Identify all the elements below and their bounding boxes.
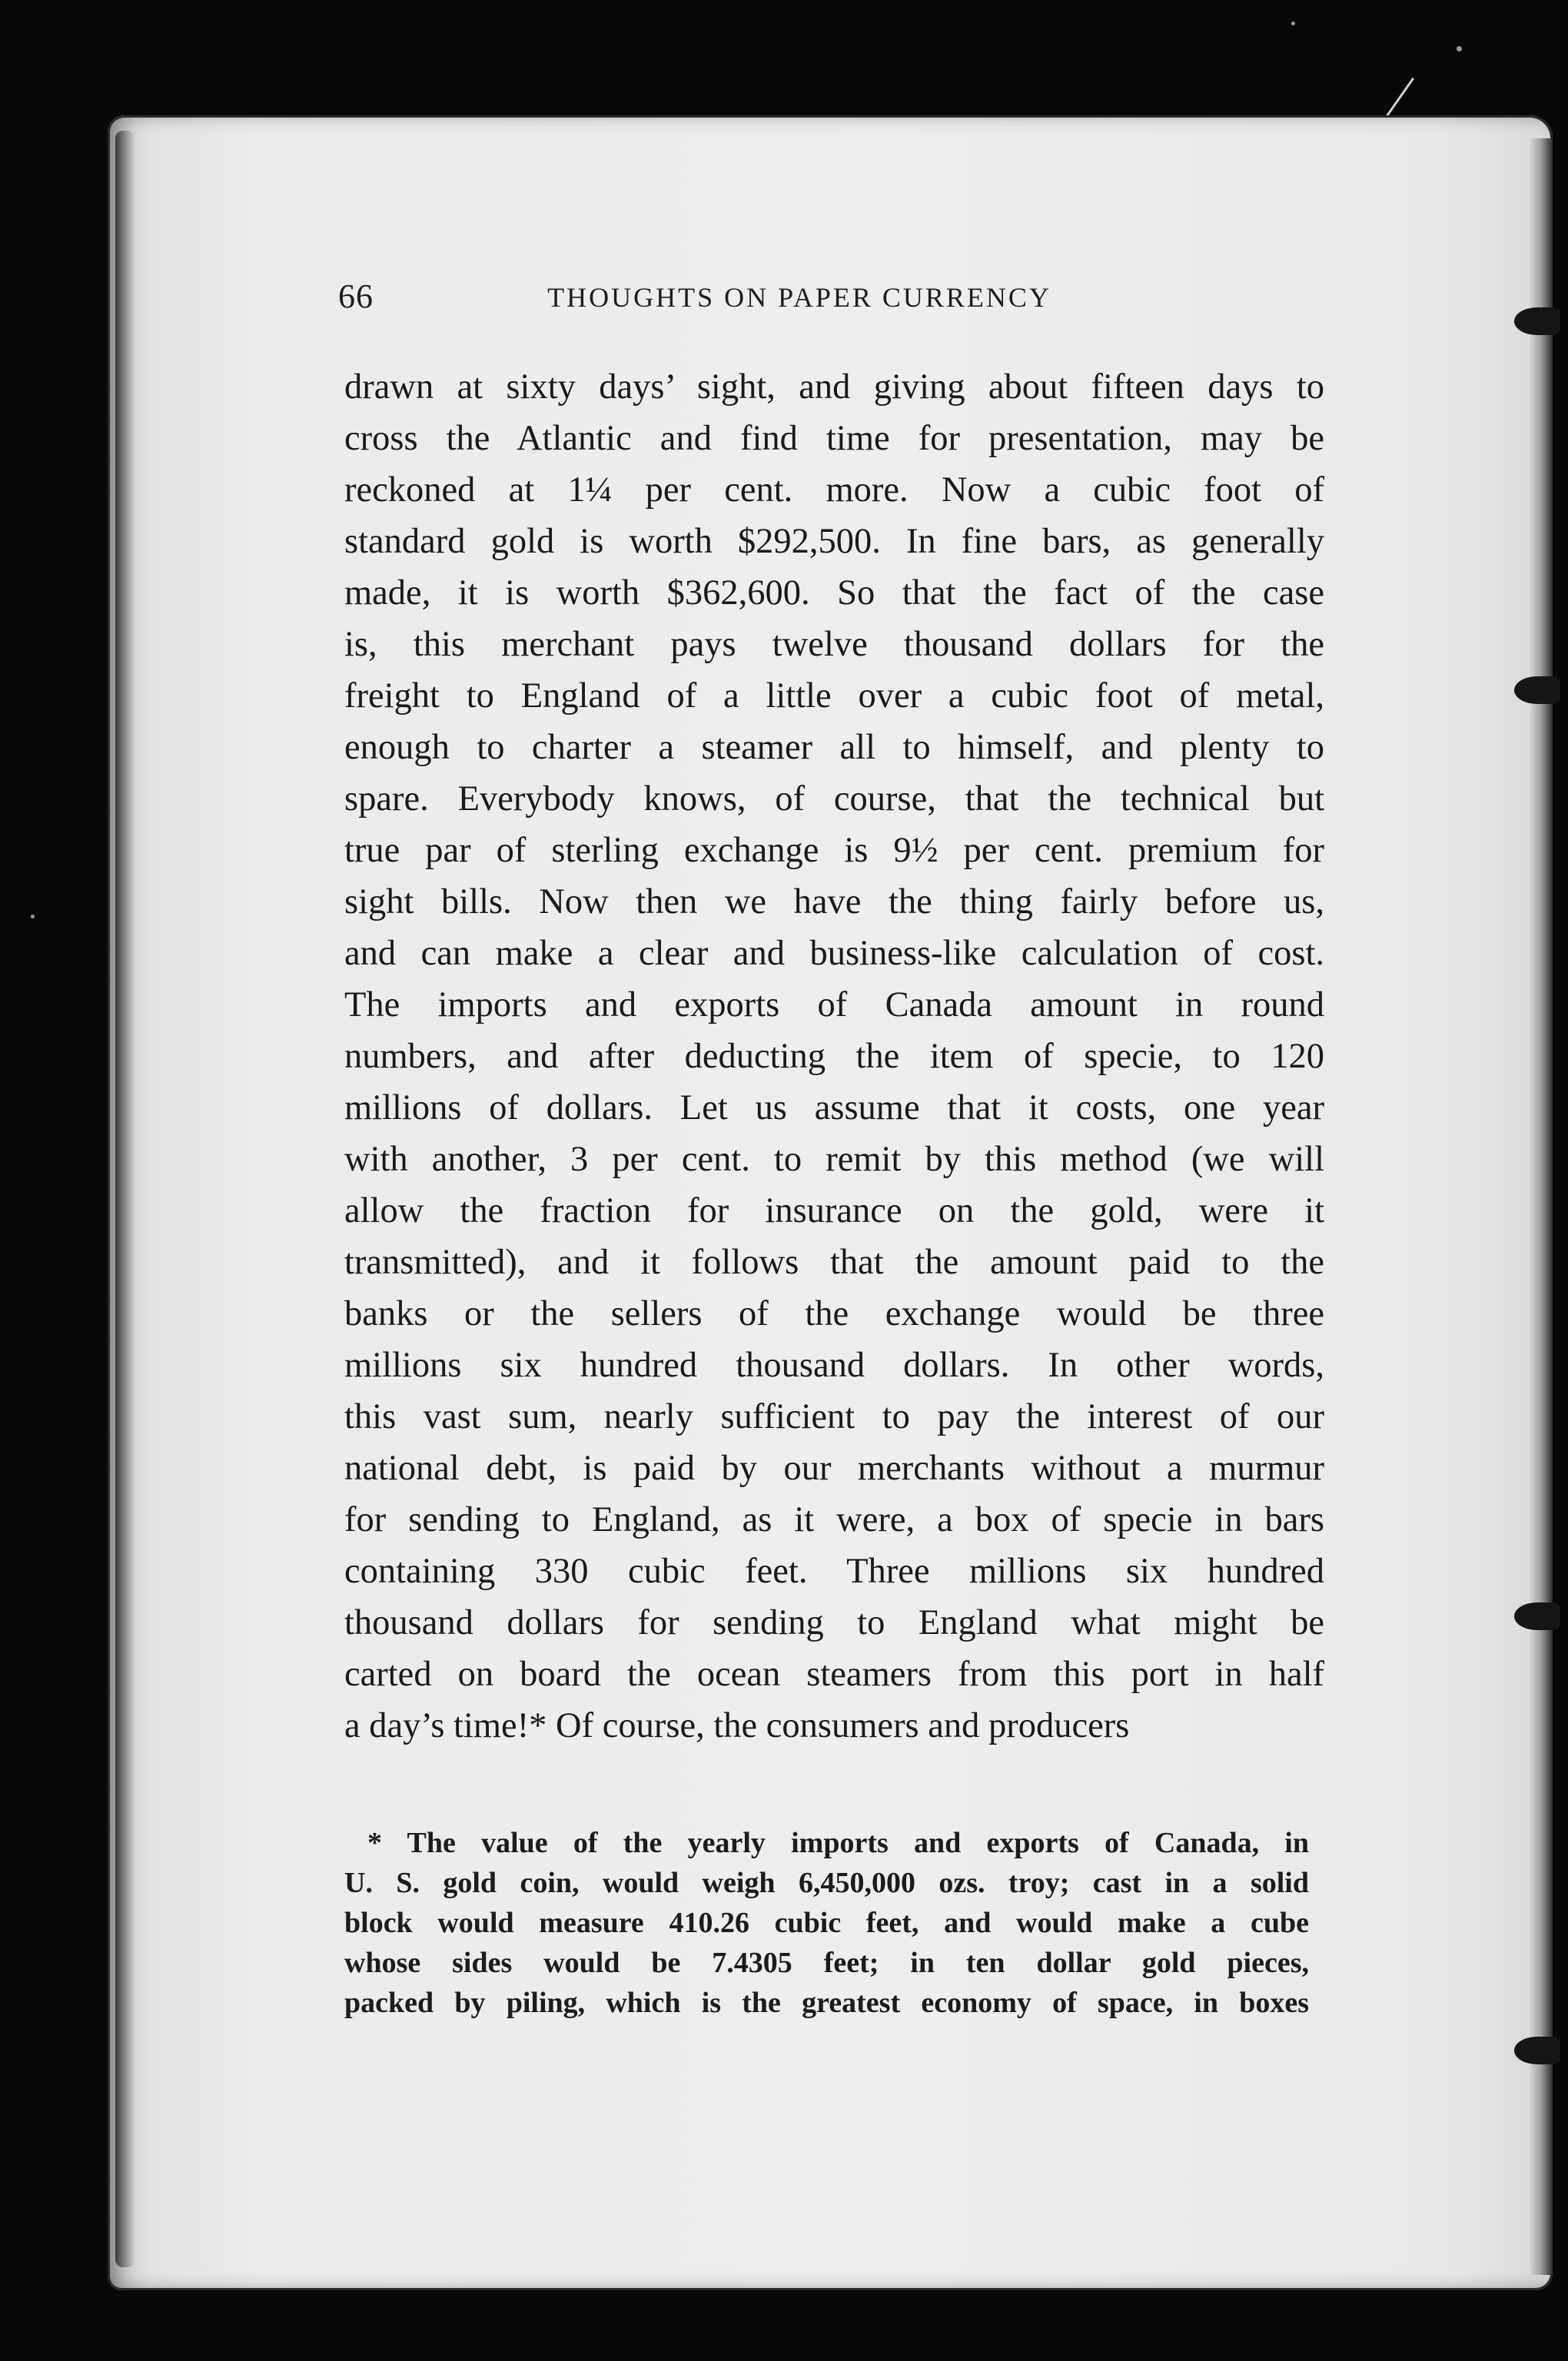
footnote — [344, 1823, 1309, 2023]
footnote-line: U. S. gold coin, would weigh 6,450,000 ozs. troy; cast in a solid — [344, 1867, 1309, 1899]
text-line: containing 330 cubic feet. Three millions six hundred — [344, 1552, 1324, 1591]
binding-thread-mark — [1514, 676, 1560, 704]
running-title: THOUGHTS ON PAPER CURRENCY — [547, 282, 1051, 313]
footnote-line: packed by piling, which is the greatest economy of space, in boxes — [344, 1987, 1309, 2019]
footnote-line: whose sides would be 7.4305 feet; in ten dollar gold pieces, — [344, 1947, 1309, 1979]
text-line: carted on board the ocean steamers from this port in half — [344, 1655, 1324, 1694]
text-line: millions of dollars. Let us assume that it costs, one year — [344, 1088, 1324, 1127]
binding-thread-mark — [1514, 307, 1560, 335]
text-line: sight bills. Now then we have the thing fairly before us, — [344, 882, 1324, 921]
footnote-line: block would measure 410.26 cubic feet, and would make a cube — [344, 1907, 1309, 1939]
text-line: standard gold is worth $292,500. In fine bars, as generally — [344, 522, 1324, 561]
text-line: banks or the sellers of the exchange would be three — [344, 1294, 1324, 1333]
text-line: is, this merchant pays twelve thousand dollars for the — [344, 625, 1324, 664]
text-line: drawn at sixty days’ sight, and giving about fifteen days to — [344, 367, 1324, 407]
text-line: a day’s time!* Of course, the consumers and producers — [344, 1706, 1130, 1745]
footnote-line: * The value of the yearly imports and exports of Canada, in — [367, 1827, 1309, 1859]
text-line: reckoned at 1¼ per cent. more. Now a cubic foot of — [344, 470, 1324, 510]
text-line: numbers, and after deducting the item of specie, to 120 — [344, 1037, 1324, 1076]
text-line: for sending to England, as it were, a box of specie in bars — [344, 1500, 1324, 1539]
binding-thread-mark — [1514, 2037, 1560, 2064]
text-line: true par of sterling exchange is 9½ per cent. premium for — [344, 831, 1324, 870]
page-gutter-edge — [115, 131, 135, 2267]
dust-speck — [1291, 22, 1295, 25]
text-line: made, it is worth $362,600. So that the fact of the case — [344, 573, 1324, 613]
text-line: enough to charter a steamer all to himself, and plenty to — [344, 728, 1324, 767]
running-head — [338, 277, 1191, 323]
dust-speck — [1457, 46, 1462, 51]
text-line: spare. Everybody knows, of course, that the technical but — [344, 779, 1324, 819]
text-line: national debt, is paid by our merchants without a murmur — [344, 1449, 1324, 1488]
dust-speck — [31, 915, 35, 918]
text-line: transmitted), and it follows that the amount paid to the — [344, 1243, 1324, 1282]
text-line: freight to England of a little over a cubic foot of metal, — [344, 676, 1324, 716]
body-text — [344, 361, 1324, 1752]
text-line: The imports and exports of Canada amount in round — [344, 985, 1324, 1024]
binding-thread-mark — [1514, 1602, 1560, 1630]
text-line: this vast sum, nearly sufficient to pay the interest of our — [344, 1397, 1324, 1436]
text-line: allow the fraction for insurance on the gold, were it — [344, 1191, 1324, 1230]
text-line: cross the Atlantic and find time for presentation, may be — [344, 419, 1324, 458]
text-line: thousand dollars for sending to England what might be — [344, 1603, 1324, 1642]
page-fore-edge — [1530, 138, 1553, 2275]
text-line: with another, 3 per cent. to remit by this method (we will — [344, 1140, 1324, 1179]
page-number: 66 — [338, 277, 374, 315]
text-line: millions six hundred thousand dollars. In other words, — [344, 1346, 1324, 1385]
text-line: and can make a clear and business-like calculation of cost. — [344, 934, 1324, 973]
